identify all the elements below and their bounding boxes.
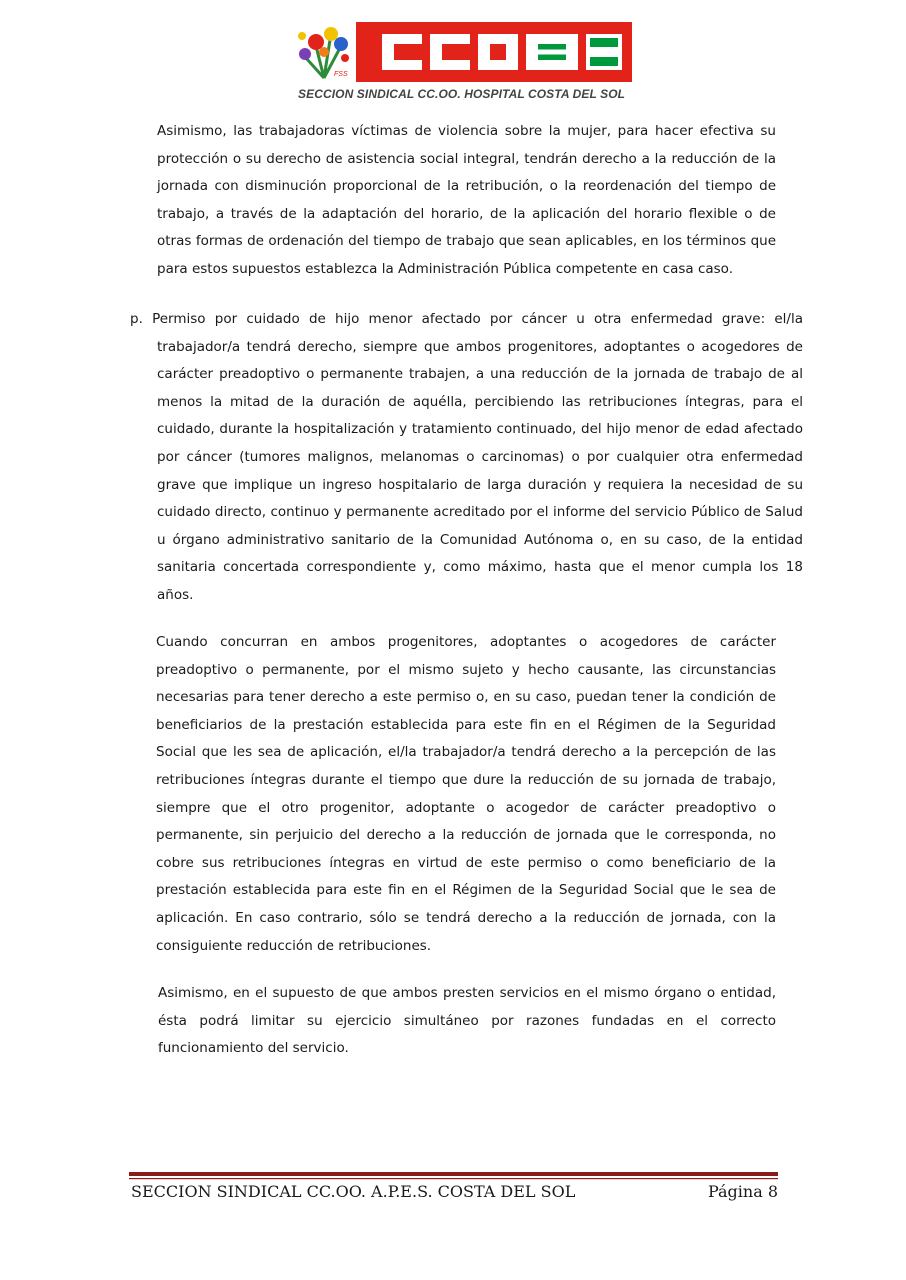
footer-section-name: SECCION SINDICAL CC.OO. A.P.E.S. COSTA DEL SOL (131, 1182, 576, 1201)
ccoo-logo (294, 18, 634, 84)
paragraph-both-progenitors: Cuando concurran en ambos progenitores, adoptantes o acogedores de carácter preadoptivo o permanente, por el mismo sujeto y hecho causante, las circunstancias necesarias para tener derecho a este permiso o, en su caso, puedan tener la condición de beneficiarios de la prestación establecida para este fin en el Régimen de la Seguridad Social que les sea de aplicación, el/la trabajador/a tendrá derecho a la percepción de las retribuciones íntegras durante el tiempo que dure la reducción de su jornada de trabajo, siempre que el otro progenitor, adoptante o acogedor de carácter preadoptivo o permanente, sin perjuicio del derecho a la reducción de jornada que le corresponda, no cobre sus retribuciones íntegras en virtud de este permiso o como beneficiario de la prestación establecida para este fin en el Régimen de la Seguridad Social que le sea de aplicación. En caso contrario, sólo se tendrá derecho a la reducción de jornada, con la consiguiente reducción de retribuciones. (156, 634, 776, 954)
flower-emblem-icon (294, 24, 356, 82)
paragraph-child-cancer-leave: p. Permiso por cuidado de hijo menor afectado por cáncer u otra enfermedad grave: el/la trabajador/a tendrá derecho, siempre que ambos progenitores, adoptantes o acogedores de carácter preadoptivo o permanente trabajen, a una reducción de la jornada de trabajo de al menos la mitad de la duración de aquélla, percibiendo las retribuciones íntegras, para el cuidado, durante la hospitalización y tratamiento continuado, del hijo menor de edad afectado por cáncer (tumores malignos, melanomas o carcinomas) o por cualquier otra enfermedad grave que implique un ingreso hospitalario de larga duración y requiera la necesidad de su cuidado directo, continuo y permanente acreditado por el informe del servicio Público de Salud u órgano administrativo sanitario de la Comunidad Autónoma o, en su caso, de la entidad sanitaria concertada correspondiente y, como máximo, hasta que el menor cumpla los 18 años. (130, 311, 803, 603)
paragraph-violence-victims: Asimismo, las trabajadoras víctimas de violencia sobre la mujer, para hacer efectiva su protección o su derecho de asistencia social integral, tendrán derecho a la reducción de la jornada con disminución proporcional de la retribución, o la reordenación del tiempo de trabajo, a través de la adaptación del horario, de la aplicación del horario flexible o de otras formas de ordenación del tiempo de trabajo que sean aplicables, en los términos que para estos supuestos establezca la Administración Pública competente en casa caso. (157, 123, 776, 277)
footer-rule (129, 1172, 778, 1180)
paragraph-same-entity: Asimismo, en el supuesto de que ambos presten servicios en el mismo órgano o entidad, ésta podrá limitar su ejercicio simultáneo por razones fundadas en el correcto funcionamiento del servicio. (158, 985, 776, 1057)
svg-text:FSS: FSS (334, 71, 348, 78)
footer-page-number: Página 8 (707, 1182, 778, 1201)
logo-caption: SECCION SINDICAL CC.OO. HOSPITAL COSTA DEL SOL (298, 87, 626, 101)
